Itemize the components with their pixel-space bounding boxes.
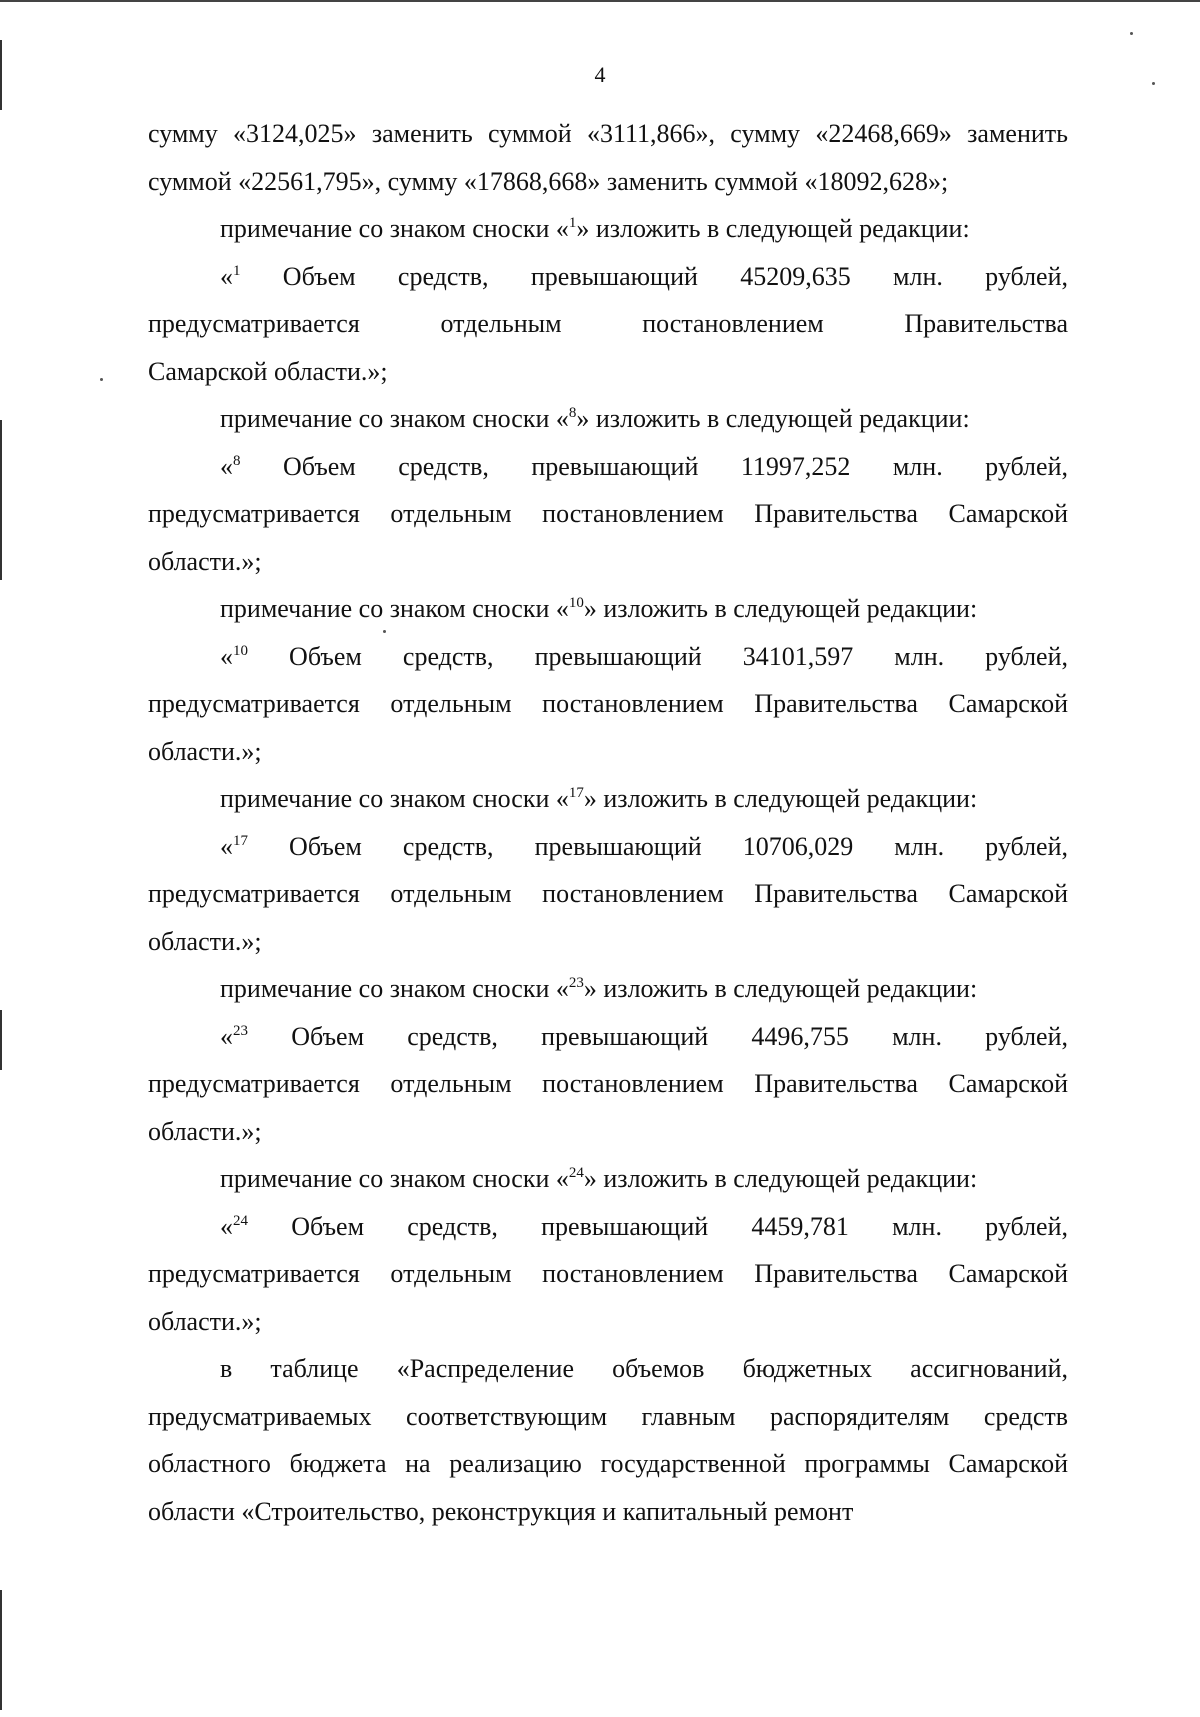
- footnote-instruction: [148, 205, 1068, 253]
- footnote-line: области.»;: [148, 1306, 262, 1336]
- document-body: [148, 110, 1068, 1535]
- footnote-instruction-text: » изложить в следующей редакции:: [576, 404, 970, 433]
- footnote-instruction: [148, 965, 1068, 1013]
- footnote-mark: 24: [568, 1165, 584, 1181]
- footnote-instruction: [148, 585, 1068, 633]
- table-reference-paragraph: в таблице «Распределение объемов бюджетных ассигнований, предусматриваемых соответствующим главным распорядителям средств областного бюджета на реализацию государственной программы Самарской области «Строительство, реконструкция и капитальный ремонт: [148, 1354, 1068, 1526]
- footnote-text: [148, 1013, 1068, 1156]
- footnote-text: [148, 633, 1068, 776]
- footnote-line: предусматривается отдельным постановлением Правительства Самарской: [148, 689, 1068, 718]
- footnote-mark: 10: [233, 642, 248, 659]
- footnote-line: Самарской области.»;: [148, 356, 388, 386]
- footnote-line: предусматривается отдельным постановлением Правительства Самарской: [148, 499, 1068, 528]
- footnote-line-text: Объем средств, превышающий 4459,781 млн. рублей,: [248, 1211, 1068, 1241]
- footnote-instruction-text: примечание со знаком сноски «: [220, 974, 569, 1003]
- footnote-line: области.»;: [148, 546, 262, 576]
- amount-replacement-paragraph: сумму «3124,025» заменить суммой «3111,866», сумму «22468,669» заменить суммой «22561,795», сумму «17868,668» заменить суммой «18092,628»;: [148, 119, 1068, 196]
- scan-left-edge-mark: [0, 1590, 2, 1710]
- footnote-instruction-text: примечание со знаком сноски «: [220, 214, 569, 243]
- footnote-line: области.»;: [148, 736, 262, 766]
- footnote-instruction-text: » изложить в следующей редакции:: [583, 784, 978, 813]
- footnote-line: предусматривается отдельным постановлением Правительства Самарской: [148, 879, 1068, 908]
- footnote-instruction-text: примечание со знаком сноски «: [220, 784, 569, 813]
- footnote-text: [148, 253, 1068, 396]
- footnote-instruction-text: примечание со знаком сноски «: [220, 404, 569, 433]
- footnote-instruction-text: примечание со знаком сноски «: [220, 1164, 569, 1193]
- quote-mark: «: [220, 261, 233, 291]
- footnote-line: [148, 633, 1068, 681]
- footnote-line: области.»;: [148, 926, 262, 956]
- footnote-instruction-text: » изложить в следующей редакции:: [583, 974, 978, 1003]
- footnote-line-text: Объем средств, превышающий 45209,635 млн. рублей,: [240, 261, 1068, 291]
- footnote-line-text: Объем средств, превышающий 11997,252 млн. рублей,: [240, 451, 1068, 481]
- quote-mark: «: [220, 1211, 233, 1241]
- footnote-mark: 1: [233, 262, 241, 279]
- quote-mark: «: [220, 641, 233, 671]
- footnote-mark: 17: [568, 785, 584, 801]
- page-number: 4: [594, 62, 606, 87]
- footnote-line: [148, 823, 1068, 871]
- footnote-line: [148, 1013, 1068, 1061]
- scan-left-edge-mark: [0, 420, 2, 580]
- footnote-text: [148, 443, 1068, 586]
- footnote-mark: 23: [568, 975, 584, 991]
- footnote-mark: 8: [568, 405, 577, 421]
- footnote-line: области.»;: [148, 1116, 262, 1146]
- scan-speck: [1130, 32, 1133, 35]
- scan-left-edge-mark: [0, 1010, 2, 1070]
- footnote-mark: 23: [233, 1022, 248, 1039]
- footnote-mark: 24: [233, 1212, 248, 1229]
- scan-top-edge: [0, 0, 1200, 2]
- footnote-line: [148, 443, 1068, 491]
- scan-speck: [100, 378, 103, 381]
- footnote-line: [148, 253, 1068, 301]
- footnote-line-text: Объем средств, превышающий 10706,029 млн. рублей,: [248, 831, 1068, 861]
- footnote-instruction-text: примечание со знаком сноски «: [220, 594, 569, 623]
- footnote-instruction: [148, 775, 1068, 823]
- footnote-instruction-text: » изложить в следующей редакции:: [576, 214, 970, 243]
- quote-mark: «: [220, 831, 233, 861]
- footnote-text: [148, 1203, 1068, 1346]
- footnote-instruction-text: » изложить в следующей редакции:: [583, 1164, 978, 1193]
- footnote-instruction: [148, 395, 1068, 443]
- quote-mark: «: [220, 1021, 233, 1051]
- footnote-mark: 8: [233, 452, 241, 469]
- footnote-line: предусматривается отдельным постановлением Правительства: [148, 309, 1068, 338]
- footnote-line: предусматривается отдельным постановлением Правительства Самарской: [148, 1069, 1068, 1098]
- footnote-mark: 17: [233, 832, 248, 849]
- footnote-text: [148, 823, 1068, 966]
- footnote-instruction: [148, 1155, 1068, 1203]
- quote-mark: «: [220, 451, 233, 481]
- footnote-line: предусматривается отдельным постановлением Правительства Самарской: [148, 1259, 1068, 1288]
- footnote-mark: 1: [568, 215, 577, 231]
- footnote-instruction-text: » изложить в следующей редакции:: [583, 594, 978, 623]
- footnote-line: [148, 1203, 1068, 1251]
- footnote-line-text: Объем средств, превышающий 34101,597 млн. рублей,: [248, 641, 1068, 671]
- footnote-mark: 10: [568, 595, 584, 611]
- footnote-line-text: Объем средств, превышающий 4496,755 млн. рублей,: [248, 1021, 1068, 1051]
